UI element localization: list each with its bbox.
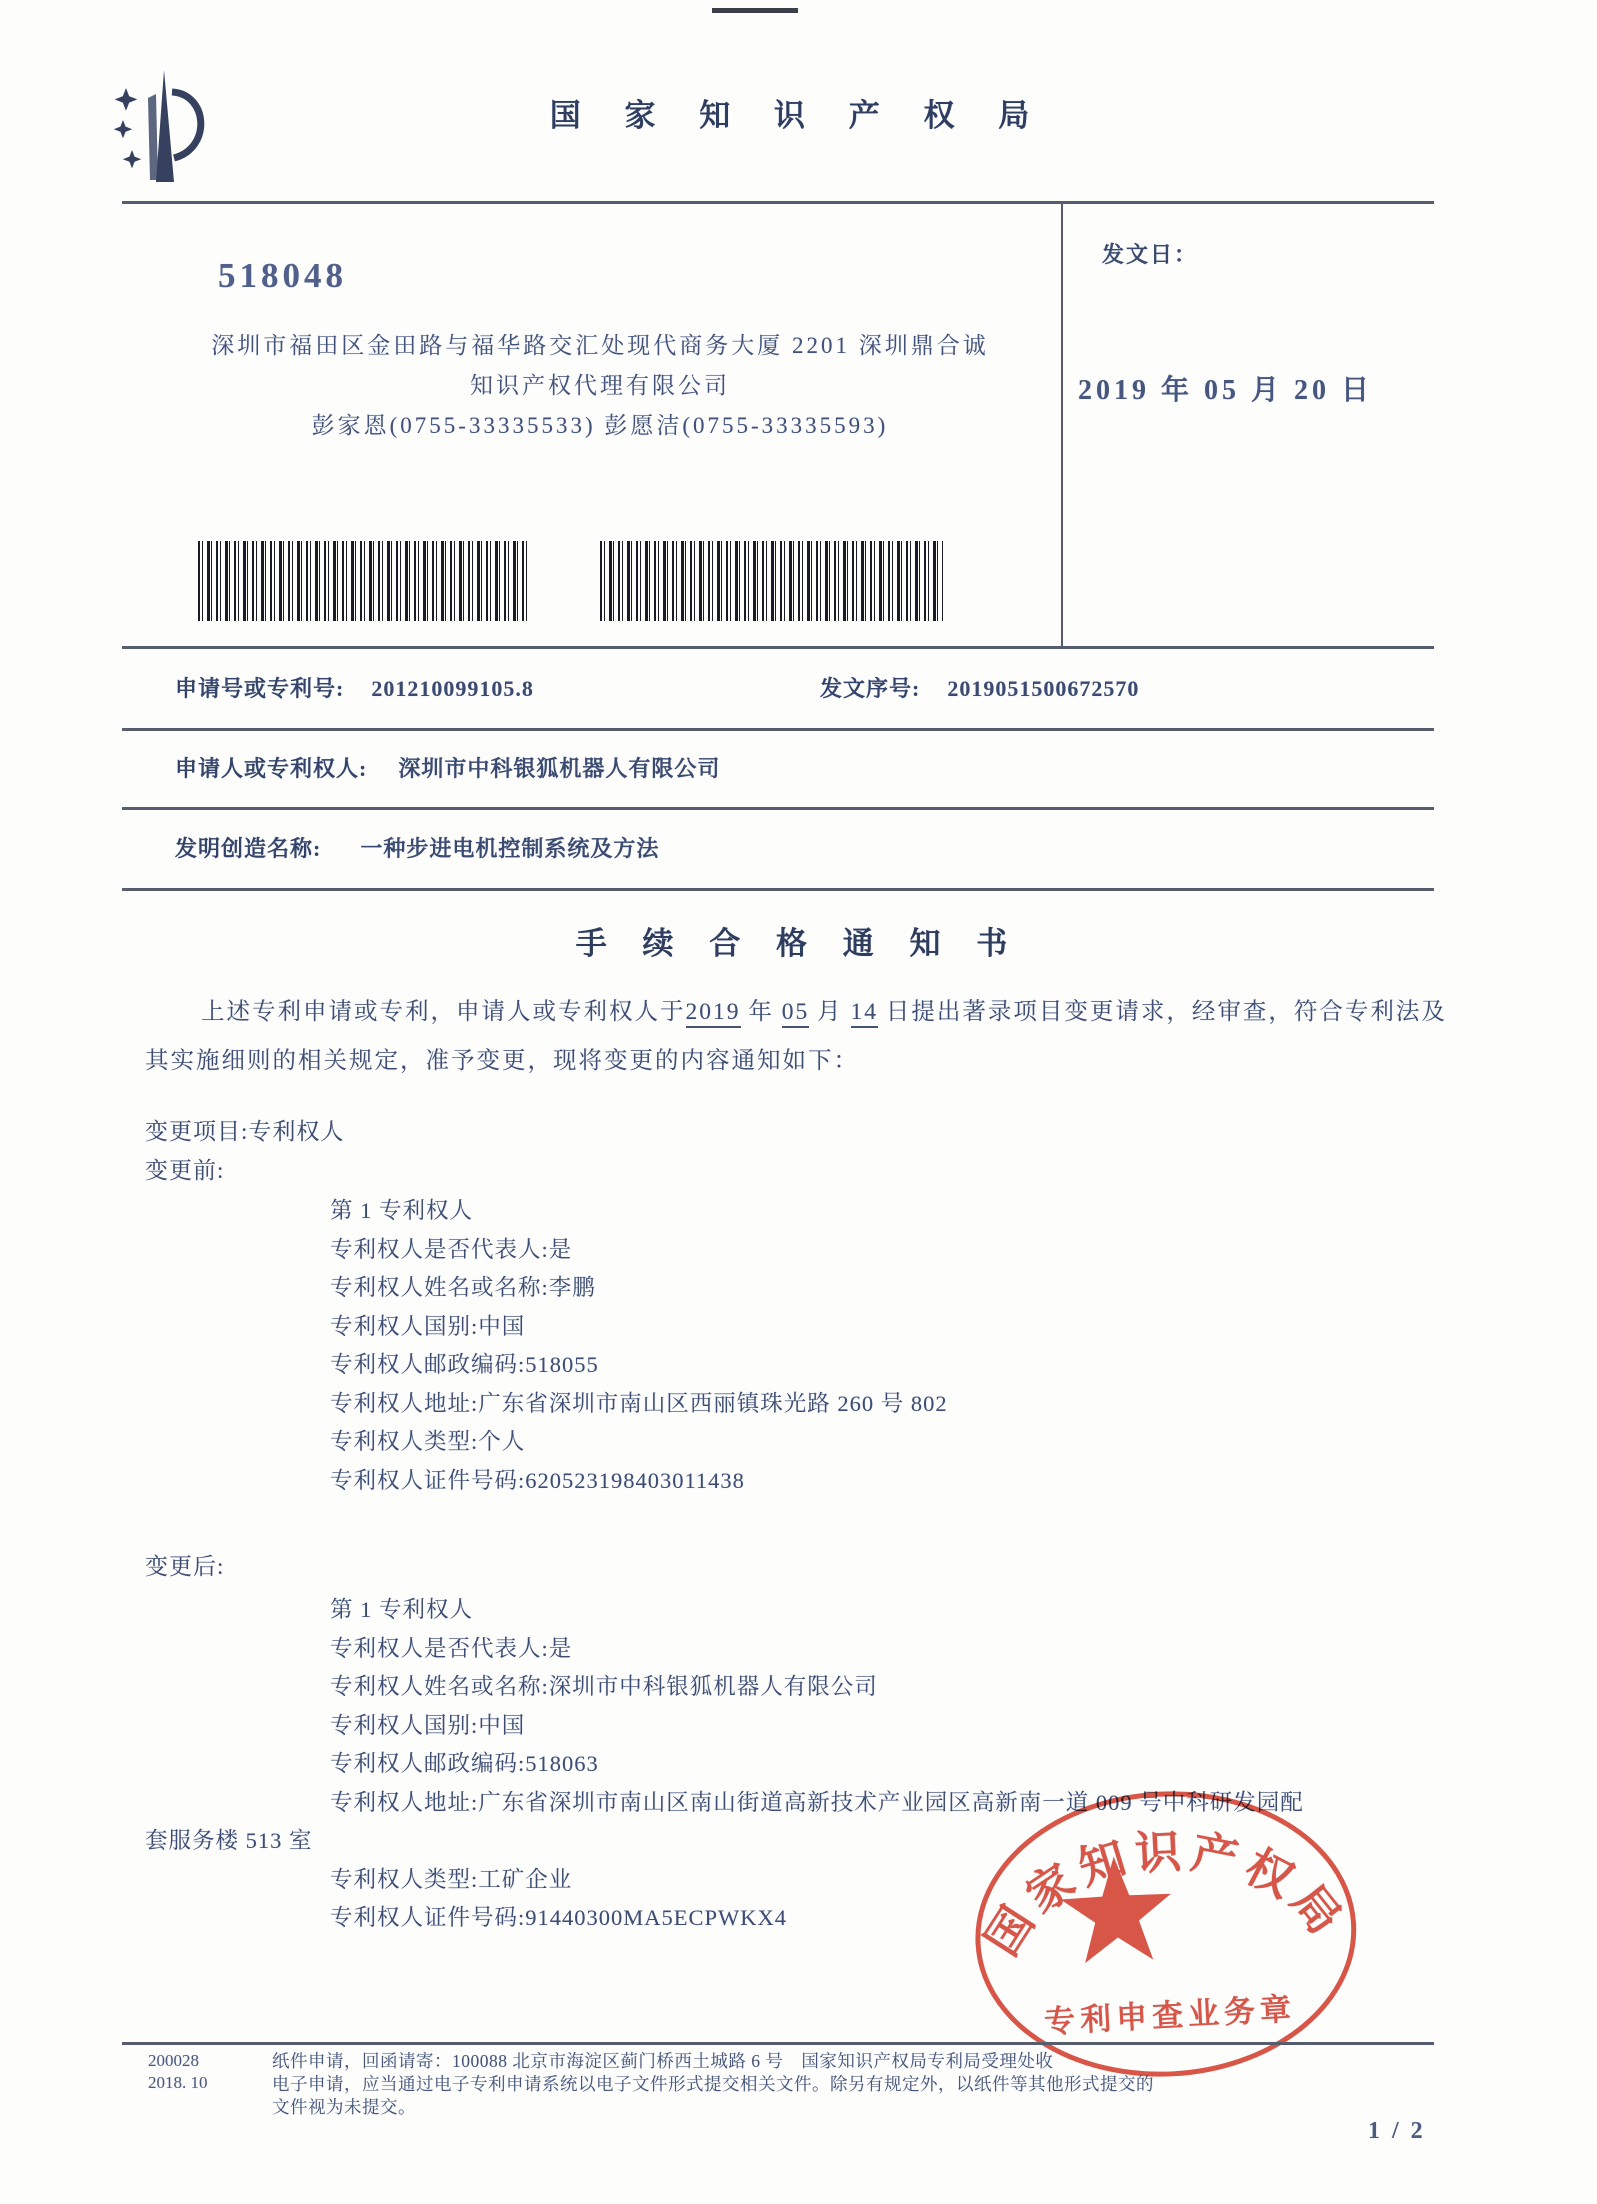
- application-number-value: 201210099105.8: [371, 676, 534, 701]
- dispatch-code: 518048: [218, 256, 347, 295]
- stamp-label: 专利申查业务章: [1043, 1991, 1297, 2040]
- detail-line: 专利权人国别:中国: [330, 1712, 526, 1738]
- applicant-label: 申请人或专利权人:: [175, 756, 368, 781]
- paragraph-segment: 年: [740, 999, 782, 1025]
- horizontal-rule: [122, 888, 1434, 891]
- detail-line: 专利权人类型:个人: [330, 1429, 526, 1454]
- change-before-label: 变更前:: [145, 1158, 225, 1183]
- footer-note-line: 电子申请，应当通过电子专利申请系统以电子文件形式提交相关文件。除另有规定外，以纸件等其他形式提交的: [272, 2074, 1154, 2094]
- notice-paragraph: [145, 988, 1457, 1086]
- invention-title-value: 一种步进电机控制系统及方法: [360, 836, 660, 861]
- barcode-right: [600, 541, 943, 621]
- horizontal-rule: [122, 807, 1434, 810]
- recipient-address: [150, 326, 1050, 446]
- applicant-row: [175, 752, 720, 783]
- paragraph-segment: 提出著录项目变更请求，经审查，符合专利法及其实施细则的相关规定，准予变更，现将变更的内容通知如下：: [145, 999, 1447, 1074]
- recipient-line: 知识产权代理有限公司: [470, 373, 730, 398]
- recipient-line: 深圳市福田区金田路与福华路交汇处现代商务大厦 2201 深圳鼎合诚: [211, 333, 989, 358]
- detail-line: 专利权人国别:中国: [330, 1313, 526, 1339]
- footer-note-line: 纸件申请，回函请寄：100088 北京市海淀区蓟门桥西土城路 6 号 国家知识产权局专利局受理处收: [272, 2051, 1054, 2071]
- request-month: 05: [782, 999, 810, 1028]
- footer-note-line: 文件视为未提交。: [272, 2097, 416, 2117]
- detail-line: 专利权人证件号码:620523198403011438: [330, 1467, 745, 1493]
- change-after-label: 变更后:: [145, 1554, 225, 1579]
- notice-title: 手 续 合 格 通 知 书: [575, 926, 1022, 961]
- page-number: 1 / 2: [1368, 2118, 1426, 2144]
- paragraph-segment: 月: [809, 999, 851, 1025]
- form-number: 200028: [148, 2051, 199, 2070]
- horizontal-rule: [122, 646, 1434, 649]
- patentee-heading: 第 1 专利权人: [330, 1198, 474, 1223]
- horizontal-rule: [122, 201, 1434, 204]
- stamp-ring-text: 国家知识产权局: [976, 1825, 1355, 1965]
- scan-artifact: [712, 8, 798, 13]
- request-day: 14: [851, 999, 879, 1028]
- detail-line: 专利权人邮政编码:518063: [330, 1751, 599, 1776]
- detail-line: 专利权人邮政编码:518055: [330, 1352, 599, 1377]
- agency-title: 国 家 知 识 产 权 局: [549, 98, 1048, 133]
- form-number-block: [148, 2050, 208, 2094]
- dispatch-serial-label: 发文序号:: [820, 676, 921, 701]
- change-before-block: [330, 1192, 1452, 1500]
- dispatch-serial-row: [820, 672, 1139, 703]
- change-item: 变更项目:专利权人: [145, 1119, 345, 1144]
- detail-line: 专利权人类型:工矿企业: [330, 1866, 573, 1892]
- form-date: 2018. 10: [148, 2073, 208, 2092]
- application-number-label: 申请号或专利号:: [175, 676, 345, 701]
- invention-title-label: 发明创造名称:: [175, 836, 322, 861]
- paragraph-segment: 日: [878, 999, 912, 1025]
- horizontal-rule: [122, 728, 1434, 731]
- barcode-left: [198, 541, 531, 621]
- invention-title-row: [175, 832, 659, 863]
- detail-line: 专利权人是否代表人:是: [330, 1236, 573, 1262]
- issue-date-label: 发文日：: [1102, 242, 1199, 267]
- horizontal-rule: [122, 2042, 1434, 2045]
- vertical-divider: [1061, 203, 1063, 647]
- detail-line: 专利权人姓名或名称:深圳市中科银狐机器人有限公司: [330, 1674, 878, 1699]
- dispatch-serial-value: 2019051500672570: [947, 676, 1140, 701]
- agent-contacts: 彭家恩(0755-33335533) 彭愿洁(0755-33335593): [311, 413, 889, 438]
- application-number-row: [175, 672, 534, 703]
- issue-date: 2019 年 05 月 20 日: [1078, 375, 1374, 406]
- footer-notes: [272, 2050, 1357, 2119]
- request-year: 2019: [686, 999, 741, 1028]
- applicant-value: 深圳市中科银狐机器人有限公司: [398, 756, 721, 781]
- patentee-heading: 第 1 专利权人: [330, 1597, 474, 1622]
- detail-line: 专利权人地址:广东省深圳市南山区西丽镇珠光路 260 号 802: [330, 1390, 948, 1416]
- detail-line-address: 专利权人地址:广东省深圳市南山区南山街道高新技术产业园区高新南一道 009 号中科研发园配套服务楼 513 室: [145, 1789, 1304, 1853]
- paragraph-segment: 上述专利申请或专利，申请人或专利权人于: [201, 999, 686, 1025]
- detail-line: 专利权人证件号码:91440300MA5ECPWKX4: [330, 1905, 788, 1930]
- detail-line: 专利权人姓名或名称:李鹏: [330, 1275, 596, 1300]
- detail-line: 专利权人是否代表人:是: [330, 1635, 573, 1661]
